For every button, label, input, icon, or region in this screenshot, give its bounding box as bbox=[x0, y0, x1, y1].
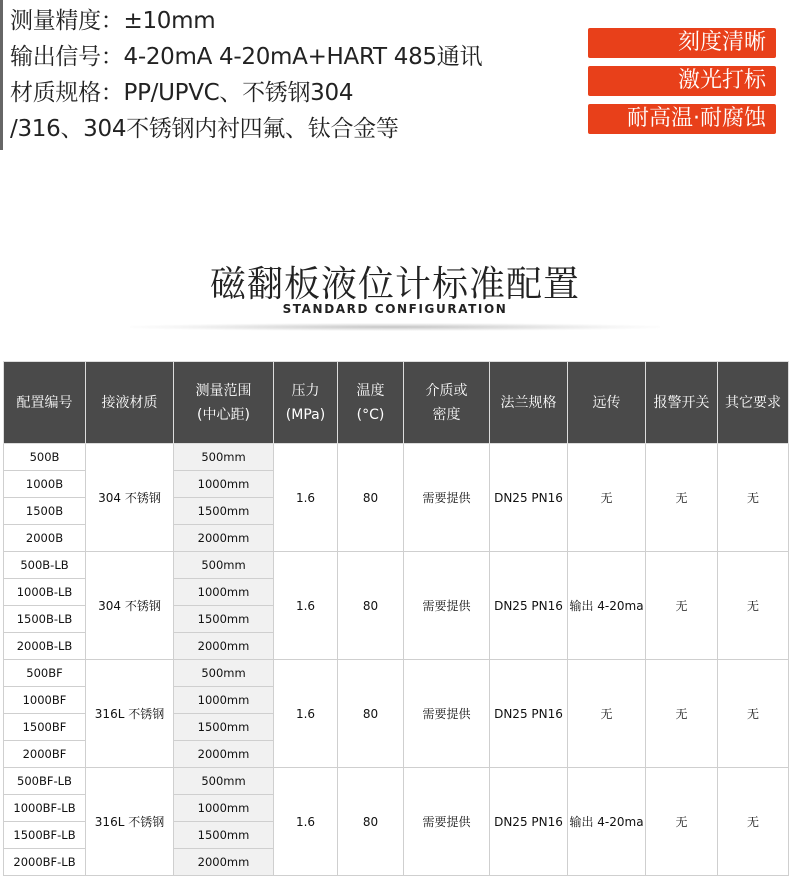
other-cell: 无 bbox=[718, 552, 789, 660]
config-code-cell: 500BF-LB bbox=[4, 768, 86, 795]
range-cell: 1000mm bbox=[174, 471, 274, 498]
range-cell: 1000mm bbox=[174, 795, 274, 822]
temp-cell: 80 bbox=[338, 660, 404, 768]
config-code-cell: 2000BF bbox=[4, 741, 86, 768]
range-cell: 2000mm bbox=[174, 633, 274, 660]
tag-heat-corrosion: 耐高温·耐腐蚀 bbox=[588, 104, 776, 134]
config-code-cell: 1500BF-LB bbox=[4, 822, 86, 849]
temp-cell: 80 bbox=[338, 552, 404, 660]
spec-material-cont: /316、304不锈钢内衬四氟、钛合金等 bbox=[10, 116, 399, 142]
section-title: 磁翻板液位计标准配置 bbox=[209, 264, 580, 305]
medium-cell: 需要提供 bbox=[404, 552, 490, 660]
config-code-cell: 1000BF bbox=[4, 687, 86, 714]
other-cell: 无 bbox=[718, 660, 789, 768]
pressure-cell: 1.6 bbox=[274, 444, 338, 552]
alarm-cell: 无 bbox=[646, 552, 718, 660]
range-cell: 500mm bbox=[174, 444, 274, 471]
medium-cell: 需要提供 bbox=[404, 660, 490, 768]
tag-clear-scale: 刻度清晰 bbox=[588, 28, 776, 58]
flange-cell: DN25 PN16 bbox=[490, 768, 568, 876]
header-remote: 远传 bbox=[568, 362, 646, 444]
config-code-cell: 2000B-LB bbox=[4, 633, 86, 660]
material-cell: 304 不锈钢 bbox=[86, 552, 174, 660]
spec-signal: 输出信号：4-20mA 4-20mA+HART 485通讯 bbox=[10, 44, 483, 70]
range-cell: 1500mm bbox=[174, 606, 274, 633]
remote-cell: 无 bbox=[568, 444, 646, 552]
config-code-cell: 1000B bbox=[4, 471, 86, 498]
pressure-cell: 1.6 bbox=[274, 768, 338, 876]
range-cell: 1000mm bbox=[174, 687, 274, 714]
config-code-cell: 1500BF bbox=[4, 714, 86, 741]
section-subtitle: STANDARD CONFIGURATION bbox=[282, 302, 508, 316]
medium-cell: 需要提供 bbox=[404, 444, 490, 552]
material-cell: 316L 不锈钢 bbox=[86, 660, 174, 768]
config-code-cell: 1500B bbox=[4, 498, 86, 525]
heading-divider bbox=[130, 323, 660, 331]
material-cell: 316L 不锈钢 bbox=[86, 768, 174, 876]
alarm-cell: 无 bbox=[646, 768, 718, 876]
temp-cell: 80 bbox=[338, 444, 404, 552]
header-medium: 介质或 密度 bbox=[404, 362, 490, 444]
header-flange: 法兰规格 bbox=[490, 362, 568, 444]
table-row bbox=[4, 660, 789, 687]
material-cell: 304 不锈钢 bbox=[86, 444, 174, 552]
other-cell: 无 bbox=[718, 768, 789, 876]
other-cell: 无 bbox=[718, 444, 789, 552]
flange-cell: DN25 PN16 bbox=[490, 660, 568, 768]
range-cell: 500mm bbox=[174, 660, 274, 687]
table-row bbox=[4, 552, 789, 579]
config-code-cell: 1000BF-LB bbox=[4, 795, 86, 822]
config-code-cell: 2000BF-LB bbox=[4, 849, 86, 876]
table-row bbox=[4, 768, 789, 795]
config-code-cell: 1500B-LB bbox=[4, 606, 86, 633]
tag-laser-marking: 激光打标 bbox=[588, 66, 776, 96]
remote-cell: 输出 4-20ma bbox=[568, 552, 646, 660]
config-code-cell: 500BF bbox=[4, 660, 86, 687]
spec-material: 材质规格：PP/UPVC、不锈钢304 bbox=[10, 80, 354, 106]
range-cell: 1500mm bbox=[174, 714, 274, 741]
header-pressure: 压力 (MPa) bbox=[274, 362, 338, 444]
alarm-cell: 无 bbox=[646, 444, 718, 552]
range-cell: 1500mm bbox=[174, 822, 274, 849]
temp-cell: 80 bbox=[338, 768, 404, 876]
table-row bbox=[4, 444, 789, 471]
table-header-row bbox=[4, 362, 789, 444]
alarm-cell: 无 bbox=[646, 660, 718, 768]
range-cell: 1000mm bbox=[174, 579, 274, 606]
header-config-code: 配置编号 bbox=[4, 362, 86, 444]
pressure-cell: 1.6 bbox=[274, 660, 338, 768]
flange-cell: DN25 PN16 bbox=[490, 444, 568, 552]
config-code-cell: 500B bbox=[4, 444, 86, 471]
config-code-cell: 500B-LB bbox=[4, 552, 86, 579]
spec-accuracy: 测量精度：±10mm bbox=[10, 8, 216, 34]
medium-cell: 需要提供 bbox=[404, 768, 490, 876]
range-cell: 500mm bbox=[174, 768, 274, 795]
config-code-cell: 2000B bbox=[4, 525, 86, 552]
pressure-cell: 1.6 bbox=[274, 552, 338, 660]
header-alarm: 报警开关 bbox=[646, 362, 718, 444]
remote-cell: 无 bbox=[568, 660, 646, 768]
header-material: 接液材质 bbox=[86, 362, 174, 444]
range-cell: 500mm bbox=[174, 552, 274, 579]
flange-cell: DN25 PN16 bbox=[490, 552, 568, 660]
header-other: 其它要求 bbox=[718, 362, 789, 444]
remote-cell: 输出 4-20ma bbox=[568, 768, 646, 876]
header-range: 测量范围 (中心距) bbox=[174, 362, 274, 444]
config-table bbox=[3, 361, 789, 876]
range-cell: 2000mm bbox=[174, 741, 274, 768]
spec-list bbox=[0, 0, 560, 150]
range-cell: 2000mm bbox=[174, 849, 274, 876]
range-cell: 2000mm bbox=[174, 525, 274, 552]
config-code-cell: 1000B-LB bbox=[4, 579, 86, 606]
range-cell: 1500mm bbox=[174, 498, 274, 525]
spec-accent-bar bbox=[0, 0, 3, 150]
header-temp: 温度 (°C) bbox=[338, 362, 404, 444]
